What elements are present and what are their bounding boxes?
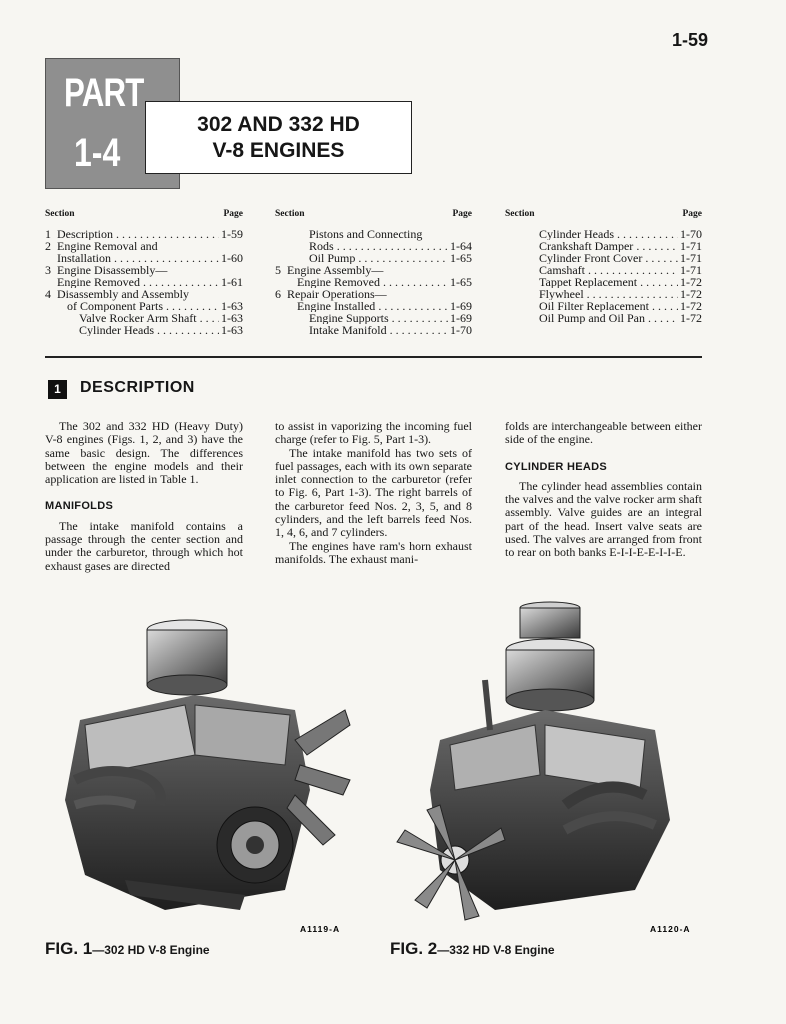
toc-entry-title: Cylinder Front Cover . . . — [539, 252, 678, 264]
toc-header — [45, 208, 243, 220]
toc-entry — [45, 300, 243, 312]
toc-entry-page: 1-71 — [680, 252, 702, 264]
toc-entry — [45, 312, 243, 324]
toc-entry-number: 1 — [45, 228, 51, 240]
toc-entry — [505, 264, 702, 276]
toc-entry-page: 1-64 — [450, 240, 472, 252]
toc-column-3 — [505, 208, 702, 324]
toc-entry-title: Engine Installed . . . — [297, 300, 448, 312]
toc-entry-page: 1-59 — [221, 228, 243, 240]
toc-entry-page: 1-63 — [221, 324, 243, 336]
toc-entry-title: Rods . . . — [309, 240, 448, 252]
toc-entry-page: 1-63 — [221, 312, 243, 324]
toc-entry-title: Cylinder Heads . . . — [79, 324, 219, 336]
fig1-label: FIG. 1 — [45, 939, 93, 958]
toc-entry — [505, 300, 702, 312]
toc-entry-page: 1-72 — [680, 276, 702, 288]
toc-entry-page: 1-70 — [450, 324, 472, 336]
section-divider — [45, 356, 702, 358]
toc-header — [275, 208, 472, 220]
toc-entry-title: Cylinder Heads . . . — [539, 228, 678, 240]
toc-entry-number: 5 — [275, 263, 281, 277]
title-box — [145, 101, 412, 174]
toc-entry-page: 1-71 — [680, 240, 702, 252]
toc-entry-title: Engine Removal and — [57, 239, 158, 253]
paragraph: to assist in vaporizing the incoming fuel charge (refer to Fig. 5, Part 1-3). — [275, 419, 472, 447]
toc-entry — [275, 240, 472, 252]
toc-entry-title: Tappet Replacement . . . — [539, 276, 678, 288]
toc-entry-title: Oil Pump . . . — [309, 252, 448, 264]
toc-entry-page: 1-63 — [221, 300, 243, 312]
engine-332-illustration — [397, 602, 670, 920]
toc-header-section: Section — [275, 209, 305, 219]
toc-entry-title: Pistons and Connecting — [309, 227, 423, 241]
manifolds-heading: MANIFOLDS — [45, 500, 114, 513]
toc-entry-title: Oil Pump and Oil Pan . . . — [539, 312, 678, 324]
fig1-code: A1119-A — [300, 924, 341, 934]
fig1-caption-text: —302 HD V-8 Engine — [92, 943, 210, 957]
toc-entry-title: Disassembly and Assembly — [57, 287, 189, 301]
toc-entry-title: Flywheel . . . — [539, 288, 678, 300]
paragraph: The intake manifold contains a passage through the center section and under the carburetor, through which hot exhaust gases are directed — [45, 518, 243, 573]
body-column-2 — [275, 420, 472, 566]
toc-header — [505, 208, 702, 220]
paragraph: The 302 and 332 HD (Heavy Duty) V-8 engines (Figs. 1, 2, and 3) have the same basic design. The differences between the engine models and their application are listed in Table 1. — [45, 419, 243, 487]
toc-entry-title: Engine Removed . . . — [57, 276, 219, 288]
toc-entry — [505, 288, 702, 300]
toc-entry-title: Crankshaft Damper . . . — [539, 240, 678, 252]
section-number-badge: 1 — [48, 380, 67, 399]
fig2-caption — [390, 939, 555, 959]
toc-entry-number: 6 — [275, 287, 281, 301]
toc-entry-number: 2 — [45, 239, 51, 253]
toc-entry-title: Description . . . — [57, 228, 219, 240]
toc-entry — [505, 252, 702, 264]
toc-entry-title: Valve Rocker Arm Shaft . . . — [79, 312, 219, 324]
toc-entry-title: Engine Assembly— — [287, 263, 384, 277]
toc-column-2 — [275, 208, 472, 336]
toc-header-section: Section — [505, 209, 535, 219]
toc-entry-title: Oil Filter Replacement . . . — [539, 300, 678, 312]
paragraph: The intake manifold has two sets of fuel passages, each with its own separate inlet connection to the carburetor (refer to Fig. 6, Part 1-3). The right barrels of the carburetor feed Nos. 2, 3, 5, and 8 cylinders, and the left barrels feed Nos. 1, 4, 6, and 7 cylinders. — [275, 445, 472, 540]
toc-entry — [45, 264, 243, 276]
paragraph: folds are interchangeable between either side of the engine. — [505, 419, 702, 447]
toc-entry-page: 1-65 — [450, 252, 472, 264]
toc-entry — [45, 240, 243, 252]
toc-entry — [275, 228, 472, 240]
engine-302-illustration — [65, 620, 350, 910]
toc-entry — [505, 276, 702, 288]
toc-entry — [505, 240, 702, 252]
toc-entry-number: 3 — [45, 263, 51, 277]
toc-entry-page: 1-70 — [680, 228, 702, 240]
toc-entry-page: 1-72 — [680, 312, 702, 324]
toc-entry-title: of Component Parts . . . — [67, 300, 219, 312]
toc-entry — [45, 324, 243, 336]
toc-entry-page: 1-69 — [450, 312, 472, 324]
paragraph: The cylinder head assemblies contain the valves and the valve rocker arm shaft assembly. Valve guides are an integral part of the head. Insert valve seats are used. The valves are arranged from front to rear on both banks E-I-I-E-E-I-I-E. — [505, 478, 702, 560]
toc-entry-page: 1-60 — [221, 252, 243, 264]
toc-header-page: Page — [682, 209, 702, 219]
toc-entry-title: Intake Manifold . . . — [309, 324, 448, 336]
toc-entry-title: Engine Disassembly— — [57, 263, 168, 277]
body-column-1 — [45, 420, 243, 573]
toc-entry — [275, 300, 472, 312]
fig1-caption — [45, 939, 210, 959]
page-number: 1-59 — [672, 30, 709, 50]
section-title: DESCRIPTION — [80, 379, 195, 396]
toc-entry — [275, 324, 472, 336]
toc-entry-title: Camshaft . . . — [539, 264, 678, 276]
cylinder-heads-heading: CYLINDER HEADS — [505, 460, 607, 473]
toc-entry-title: Repair Operations— — [287, 287, 387, 301]
toc-entry-title: Installation . . . — [57, 252, 219, 264]
toc-entry-title: Engine Supports . . . — [309, 312, 448, 324]
title-line-1: 302 AND 332 HD — [197, 113, 360, 136]
engine-illustrations — [45, 590, 702, 935]
toc-header-section: Section — [45, 209, 75, 219]
toc-entry-page: 1-72 — [680, 288, 702, 300]
toc-column-1 — [45, 208, 243, 336]
part-word: PART — [64, 71, 144, 115]
fig2-code: A1120-A — [650, 924, 691, 934]
toc-entry-title: Engine Removed . . . — [297, 276, 448, 288]
body-column-3 — [505, 420, 702, 560]
toc-entry — [275, 288, 472, 300]
toc-entry-page: 1-71 — [680, 264, 702, 276]
fig2-caption-text: —332 HD V-8 Engine — [437, 943, 555, 957]
toc-entry-page: 1-69 — [450, 300, 472, 312]
toc-header-page: Page — [223, 209, 243, 219]
toc-entry — [275, 312, 472, 324]
toc-entry — [505, 228, 702, 240]
toc-entry — [275, 264, 472, 276]
title-line-2: V-8 ENGINES — [212, 139, 345, 162]
toc-entry — [505, 312, 702, 324]
toc-entry-page: 1-61 — [221, 276, 243, 288]
toc-entry — [45, 288, 243, 300]
toc-entry-number: 4 — [45, 287, 51, 301]
toc-entry-page: 1-72 — [680, 300, 702, 312]
paragraph: The engines have ram's horn exhaust manifolds. The exhaust mani- — [275, 538, 472, 566]
toc-header-page: Page — [452, 209, 472, 219]
part-number: 1-4 — [74, 131, 121, 175]
toc-entry-page: 1-65 — [450, 276, 472, 288]
fig2-label: FIG. 2 — [390, 939, 438, 958]
